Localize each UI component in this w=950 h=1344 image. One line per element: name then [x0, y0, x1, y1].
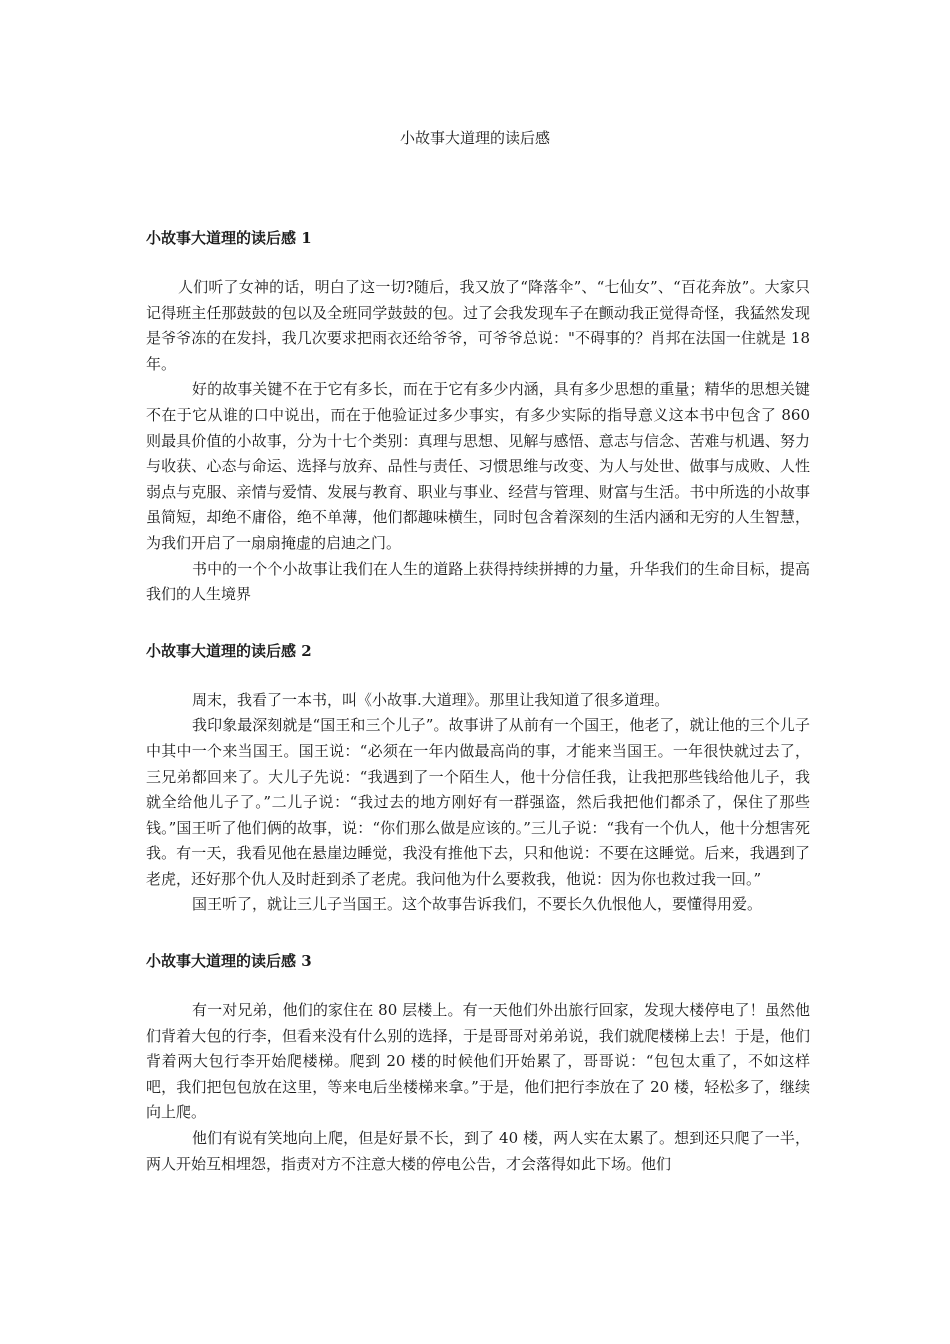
document-title: 小故事大道理的读后感 — [399, 129, 550, 147]
section-2 — [146, 641, 810, 918]
paragraph: 周末，我看了一本书，叫《小故事.大道理》。那里让我知道了很多道理。 — [192, 690, 670, 709]
section-heading: 小故事大道理的读后感 3 — [146, 952, 312, 971]
document-body — [146, 228, 810, 1177]
spacer — [146, 971, 810, 998]
paragraph: 人们听了女神的话，明白了这一切?随后，我又放了“降落伞”、“七仙女”、“百花奔放”。大家只记得班主任那鼓鼓的包以及全班同学鼓鼓的包。过了会我发现车子在颤动我正觉得奇怪，我猛然发现是爷爷冻的在发抖，我几次要求把雨衣还给爷爷，可爷爷总说："不碍事的？肖邦在法国一住就是 18 年。 — [146, 278, 810, 373]
section-3 — [146, 951, 810, 1177]
section-heading: 小故事大道理的读后感 2 — [146, 641, 312, 660]
spacer — [146, 918, 810, 951]
paragraph: 书中的一个个小故事让我们在人生的道路上获得持续拼搏的力量，升华我们的生命目标，提高我们的人生境界 — [146, 559, 810, 604]
spacer — [146, 248, 810, 275]
paragraph: 好的故事关键不在于它有多长，而在于它有多少内涵，具有多少思想的重量；精华的思想关键不在于它从谁的口中说出，而在于他验证过多少事实，有多少实际的指导意义这本书中包含了 860 则最具价值的小故事，分为十七个类别：真理与思想、见解与感悟、意志与信念、苦难与机遇、努力与收获、心态与命运、选择与放弃、品性与责任、习惯思维与改变、为人与处世、做事与成败、人性弱点与克服、亲情与爱情、发展与教育、职业与事业、经营与管理、财富与生活。书中所选的小故事虽简短，却绝不庸俗，绝不单薄，他们都趣味横生，同时包含着深刻的生活内涵和无穷的人生智慧，为我们开启了一扇扇掩虚的启迪之门。 — [146, 380, 810, 552]
spacer — [146, 608, 810, 641]
paragraph: 国王听了，就让三儿子当国王。这个故事告诉我们，不要长久仇恨他人，要懂得用爱。 — [192, 895, 763, 914]
section-heading: 小故事大道理的读后感 1 — [146, 229, 312, 247]
spacer — [146, 661, 810, 688]
paragraph: 他们有说有笑地向上爬，但是好景不长，到了 40 楼，两人实在太累了。想到还只爬了一半，两人开始互相埋怨，指责对方不注意大楼的停电公告，才会落得如此下场。他们 — [146, 1129, 810, 1173]
paragraph: 有一对兄弟，他们的家住在 80 层楼上。有一天他们外出旅行回家，发现大楼停电了！虽然他们背着大包的行李，但看来没有什么别的选择，于是哥哥对弟弟说，我们就爬楼梯上去！于是，他们背着两大包行李开始爬楼梯。爬到 20 楼的时候他们开始累了，哥哥说：“包包太重了，不如这样吧，我们把包包放在这里，等来电后坐楼梯来拿。”于是，他们把行李放在了 20 楼，轻松多了，继续向上爬。 — [146, 1001, 810, 1122]
paragraph: 我印象最深刻就是“国王和三个儿子”。故事讲了从前有一个国王，他老了，就让他的三个儿子中其中一个来当国王。国王说：“必须在一年内做最高尚的事，才能来当国王。一年很快就过去了，三兄弟都回来了。大儿子先说：“我遇到了一个陌生人，他十分信任我，让我把那些钱给他儿子，我就全给他儿子了。”二儿子说：“我过去的地方刚好有一群强盗，然后我把他们都杀了，保住了那些钱。”国王听了他们俩的故事，说：“你们那么做是应该的。”三儿子说：“我有一个仇人，他十分想害死我。有一天，我看见他在悬崖边睡觉，我没有推他下去，只和他说：不要在这睡觉。后来，我遇到了老虎，还好那个仇人及时赶到杀了老虎。我问他为什么要救我，他说：因为你也救过我一回。” — [146, 716, 810, 888]
section-1 — [146, 228, 810, 608]
